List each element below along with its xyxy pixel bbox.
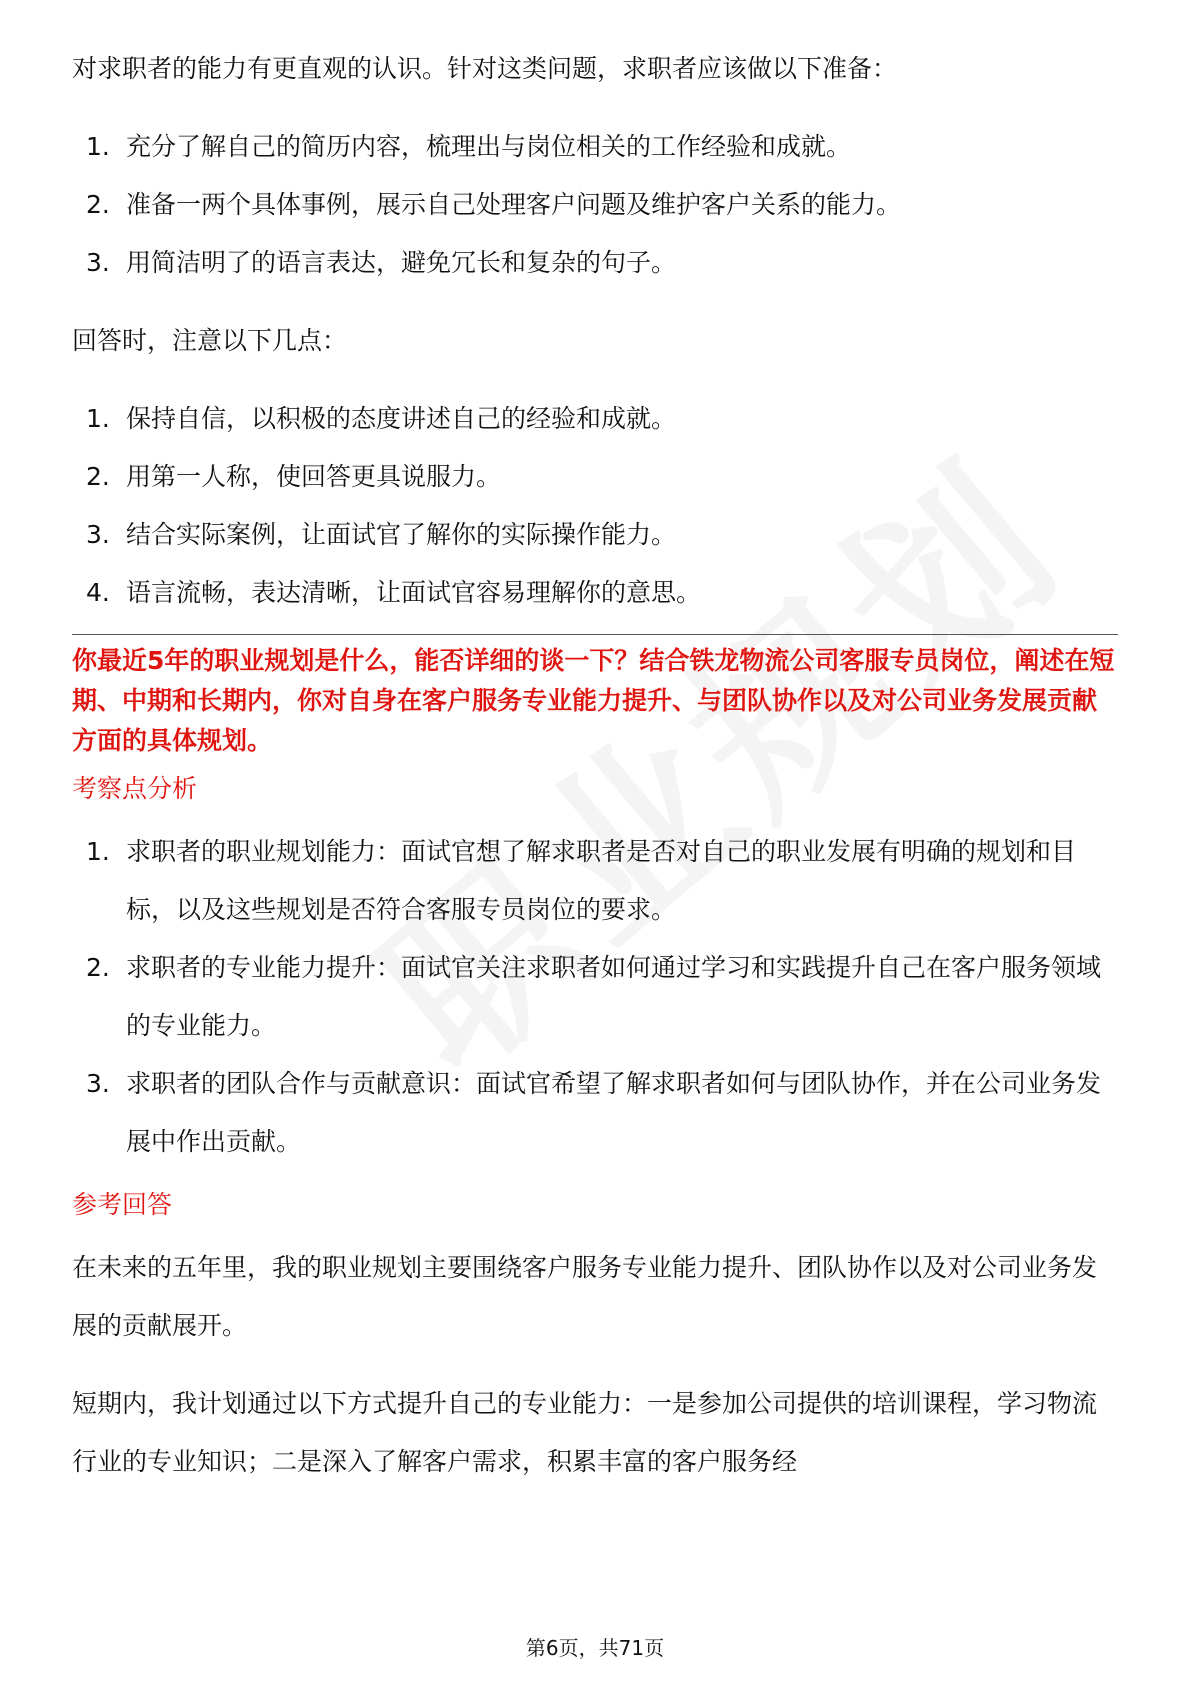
intro-paragraph: 对求职者的能力有更直观的认识。针对这类问题，求职者应该做以下准备：: [72, 54, 898, 83]
question-heading: 你最近5年的职业规划是什么，能否详细的谈一下？结合铁龙物流公司客服专员岗位，阐述在短期、中期和长期内，你对自身在客户服务专业能力提升、与团队协作以及对公司业务发展贡献方面的具体规划。: [72, 646, 1115, 755]
page-number: 第6页，共71页: [525, 1636, 665, 1660]
list-item: 4. 语言流畅，表达清晰，让面试官容易理解你的意思。: [86, 578, 702, 607]
notes-list: [72, 390, 1118, 622]
section-divider: [72, 634, 1118, 635]
page-content: [72, 40, 1118, 1491]
list-item: 3. 求职者的团队合作与贡献意识：面试官希望了解求职者如何与团队协作，并在公司业务发展中作出贡献。: [86, 1069, 1102, 1156]
analysis-list: [72, 823, 1118, 1171]
prep-list: [72, 118, 1118, 292]
list-item: 1. 求职者的职业规划能力：面试官想了解求职者是否对自己的职业发展有明确的规划和目标，以及这些规划是否符合客服专员岗位的要求。: [86, 837, 1077, 924]
list-item: 1. 保持自信，以积极的态度讲述自己的经验和成就。: [86, 404, 677, 433]
list-item: 3. 结合实际案例，让面试官了解你的实际操作能力。: [86, 520, 677, 549]
answer-title: 参考回答: [72, 1190, 173, 1219]
list-item: 2. 准备一两个具体事例，展示自己处理客户问题及维护客户关系的能力。: [86, 190, 902, 219]
list-item: 1. 充分了解自己的简历内容，梳理出与岗位相关的工作经验和成就。: [86, 132, 852, 161]
list-item: 3. 用简洁明了的语言表达，避免冗长和复杂的句子。: [86, 248, 677, 277]
notes-heading: 回答时，注意以下几点：: [72, 326, 348, 355]
answer-paragraph-2: 短期内，我计划通过以下方式提升自己的专业能力：一是参加公司提供的培训课程，学习物流行业的专业知识；二是深入了解客户需求，积累丰富的客户服务经: [72, 1389, 1098, 1476]
analysis-title: 考察点分析: [72, 774, 198, 803]
answer-paragraph-1: 在未来的五年里，我的职业规划主要围绕客户服务专业能力提升、团队协作以及对公司业务发展的贡献展开。: [72, 1253, 1098, 1340]
list-item: 2. 用第一人称，使回答更具说服力。: [86, 462, 502, 491]
list-item: 2. 求职者的专业能力提升：面试官关注求职者如何通过学习和实践提升自己在客户服务领域的专业能力。: [86, 953, 1102, 1040]
